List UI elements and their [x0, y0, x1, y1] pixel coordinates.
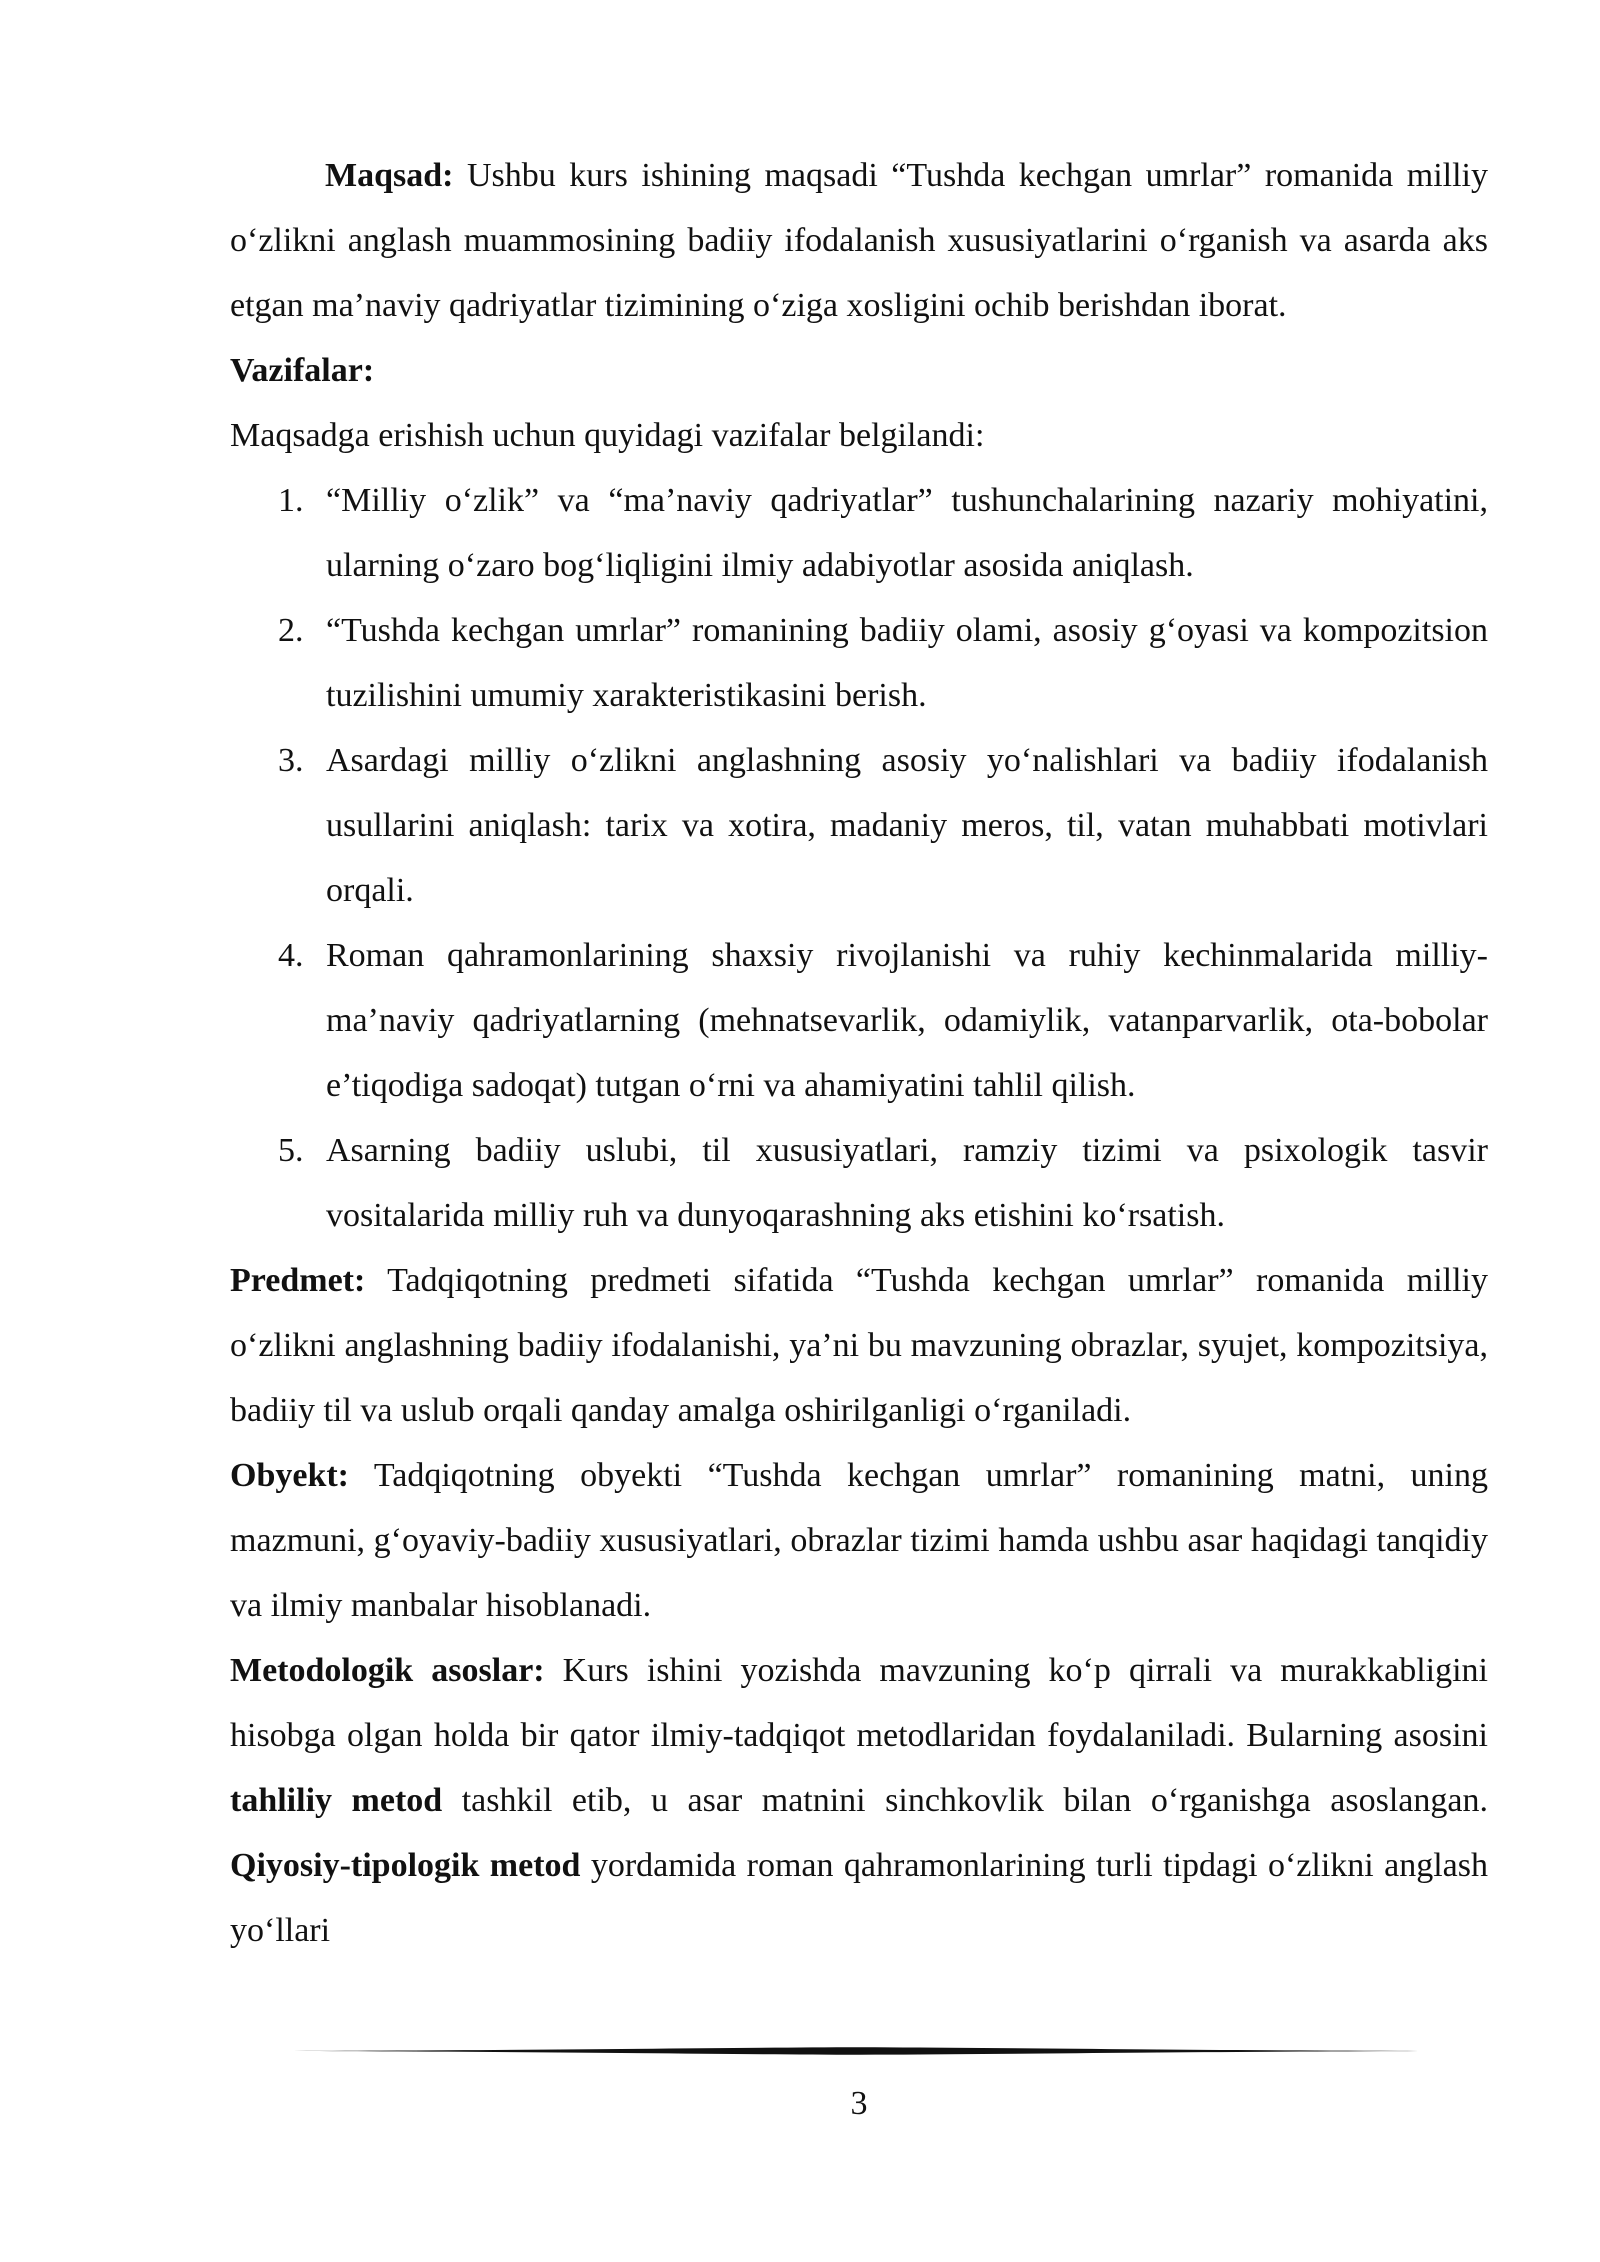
obyekt-label: Obyekt:	[230, 1457, 349, 1494]
vazifalar-intro: Maqsadga erishish uchun quyidagi vazifalar belgilandi:	[230, 417, 985, 454]
list-item-text: “Milliy o‘zlik” va “ma’naviy qadriyatlar” tushunchalarining nazariy mohiyatini, ularning o‘zaro bog‘liqligini ilmiy adabiyotlar asosida aniqlash.	[326, 482, 1488, 584]
list-item-text: Roman qahramonlarining shaxsiy rivojlanishi va ruhiy kechinmalarida milliy-ma’naviy qadriyatlarning (mehnatsevarlik, odamiylik, vatanparvarlik, ota-bobolar e’tiqodiga sadoqat) tutgan o‘rni va ahamiyatini tahlil qilish.	[326, 937, 1488, 1104]
maqsad-label: Maqsad:	[325, 157, 454, 194]
maqsad-paragraph	[230, 143, 1488, 338]
metodologik-text-1: Kurs ishini yozishda mavzuning ko‘p qirrali va murakkabligini hisobga olgan holda bir qator ilmiy-tadqiqot metodlaridan foydalaniladi. Bularning asosini	[230, 1652, 1488, 1754]
metodologik-bold-1: tahliliy metod	[230, 1782, 443, 1819]
vazifalar-list	[230, 468, 1488, 1248]
list-item	[230, 728, 1488, 923]
page-content	[230, 143, 1488, 1963]
metodologik-label: Metodologik asoslar:	[230, 1652, 545, 1689]
list-item	[230, 923, 1488, 1118]
list-item-text: “Tushda kechgan umrlar” romanining badiiy olami, asosiy g‘oyasi va kompozitsion tuzilishini umumiy xarakteristikasini berish.	[326, 612, 1488, 714]
predmet-paragraph	[230, 1248, 1488, 1443]
metodologik-text-3: yordamida roman qahramonlarining turli tipdagi o‘zlikni anglash yo‘llari	[230, 1847, 1488, 1949]
list-item-text: Asarning badiiy uslubi, til xususiyatlari, ramziy tizimi va psixologik tasvir vositalarida milliy ruh va dunyoqarashning aks etishini ko‘rsatish.	[326, 1132, 1488, 1234]
vazifalar-heading: Vazifalar:	[230, 352, 375, 389]
obyekt-paragraph	[230, 1443, 1488, 1638]
list-item	[230, 468, 1488, 598]
footer-divider	[280, 2047, 1440, 2055]
list-item-number: 5.	[278, 1132, 304, 1169]
list-item-number: 4.	[278, 937, 304, 974]
metodologik-text-2: tashkil etib, u asar matnini sinchkovlik bilan o‘rganishga asoslangan.	[442, 1782, 1488, 1819]
predmet-label: Predmet:	[230, 1262, 366, 1299]
maqsad-text: Ushbu kurs ishining maqsadi “Tushda kechgan umrlar” romanida milliy o‘zlikni anglash muammosining badiiy ifodalanish xususiyatlarini o‘rganish va asarda aks etgan ma’naviy qadriyatlar tizimining o‘ziga xosligini ochib berishdan iborat.	[230, 157, 1488, 324]
metodologik-bold-2: Qiyosiy-tipologik metod	[230, 1847, 581, 1884]
list-item-text: Asardagi milliy o‘zlikni anglashning asosiy yo‘nalishlari va badiiy ifodalanish usullarini aniqlash: tarix va xotira, madaniy meros, til, vatan muhabbati motivlari orqali.	[326, 742, 1488, 909]
metodologik-paragraph	[230, 1638, 1488, 1963]
obyekt-text: Tadqiqotning obyekti “Tushda kechgan umrlar” romanining matni, uning mazmuni, g‘oyaviy-badiiy xususiyatlari, obrazlar tizimi hamda ushbu asar haqidagi tanqidiy va ilmiy manbalar hisoblanadi.	[230, 1457, 1488, 1624]
list-item-number: 1.	[278, 482, 304, 519]
list-item-number: 3.	[278, 742, 304, 779]
list-item-number: 2.	[278, 612, 304, 649]
list-item	[230, 1118, 1488, 1248]
page-number: 3	[850, 2085, 868, 2122]
list-item	[230, 598, 1488, 728]
predmet-text: Tadqiqotning predmeti sifatida “Tushda kechgan umrlar” romanida milliy o‘zlikni anglashning badiiy ifodalanishi, ya’ni bu mavzuning obrazlar, syujet, kompozitsiya, badiiy til va uslub orqali qanday amalga oshirilganligi o‘rganiladi.	[230, 1262, 1488, 1429]
